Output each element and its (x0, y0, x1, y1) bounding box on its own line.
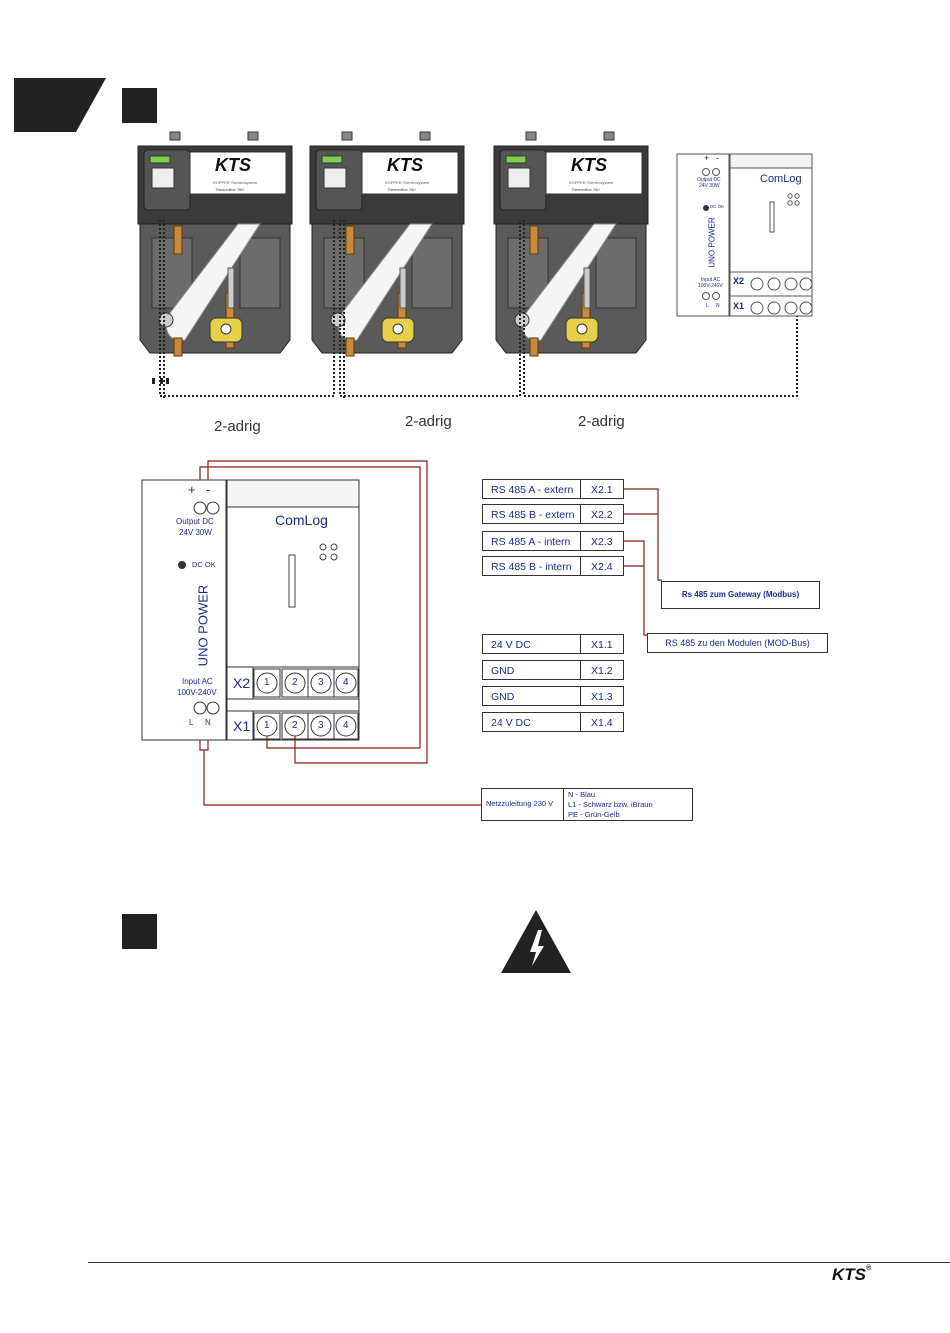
minus-label: - (206, 482, 211, 497)
power-terminal: X1.4 (591, 717, 613, 729)
module-1-subtitle: KOPPER Thermosystem (213, 180, 258, 185)
power-signal: GND (491, 691, 515, 703)
rs485-signal: RS 485 A - intern (491, 536, 571, 548)
section-a-tab (14, 78, 106, 132)
x2-label: X2 (233, 675, 251, 691)
power-row (482, 686, 624, 706)
small-output-rating: 24V 30W (699, 183, 720, 189)
power-signal: 24 V DC (491, 639, 531, 651)
power-signal: GND (491, 665, 515, 677)
module-1-model: ThermoBox 760 (215, 187, 244, 192)
power-row (482, 634, 624, 654)
rs485-row (482, 531, 624, 551)
module-2-model: ThermoBox 760 (387, 187, 416, 192)
rs485-signal: RS 485 B - intern (491, 561, 572, 573)
footer-rule (88, 1262, 950, 1263)
rs485-signal: RS 485 A - extern (491, 484, 574, 496)
mains-n: N - Blau (568, 790, 596, 799)
module-2-brand: KTS (387, 155, 423, 175)
small-input-rating: 100V-240V (698, 283, 723, 289)
rs485-terminal: X2.4 (591, 561, 613, 573)
warning-icon (500, 910, 572, 974)
small-output-label: Output DC (697, 177, 721, 183)
small-x2: X2 (733, 276, 745, 286)
small-plus: + (704, 153, 710, 163)
rs485-terminal: X2.1 (591, 484, 613, 496)
small-uno-power: UNO POWER (707, 217, 717, 268)
rs485-row (482, 556, 624, 576)
module-2-subtitle: KOPPER Thermosystem (385, 180, 430, 185)
footer-reg: ® (866, 1265, 872, 1272)
x1-terminal-3: 3 (318, 720, 324, 731)
modules-note: RS 485 zu den Modulen (MOD-Bus) (647, 633, 828, 653)
uno-power-label: UNO POWER (195, 584, 211, 667)
small-dc-ok: DC OK (710, 204, 725, 209)
rs485-row (482, 479, 624, 499)
input-ac-label: Input AC (182, 677, 213, 686)
small-comlog-name: ComLog (760, 173, 802, 185)
rs485-signal: RS 485 B - extern (491, 509, 575, 521)
small-input-label: Input AC (701, 277, 721, 283)
small-minus: - (716, 153, 719, 163)
mains-divider (563, 789, 564, 820)
power-row (482, 712, 624, 732)
rs485-terminal: X2.3 (591, 536, 613, 548)
mains-box (481, 788, 693, 821)
module-3-model: ThermoBox 760 (571, 187, 600, 192)
mains-l1: L1 - Schwarz bzw. iBraun (568, 800, 653, 809)
mains-pe: PE - Grün-Gelb (568, 810, 620, 819)
x1-terminal-2: 2 (292, 720, 298, 731)
power-terminal: X1.3 (591, 691, 613, 703)
footer-logo-text: KTS (832, 1265, 866, 1284)
small-l: L (706, 303, 709, 309)
plus-label: + (188, 482, 196, 497)
x1-terminal-4: 4 (343, 720, 349, 731)
n-label: N (205, 718, 211, 727)
power-terminal: X1.2 (591, 665, 613, 677)
small-n: N (716, 303, 720, 309)
l-label: L (189, 718, 194, 727)
module-3-brand: KTS (571, 155, 607, 175)
rs485-terminal: X2.2 (591, 509, 613, 521)
x1-label: X1 (233, 718, 251, 734)
comlog-name: ComLog (275, 512, 328, 528)
footer-logo (832, 1265, 871, 1285)
x2-terminal-1: 1 (264, 677, 270, 688)
wire-label-3: 2-adrig (578, 413, 625, 430)
input-rating-label: 100V-240V (177, 688, 217, 697)
output-rating-label: 24V 30W (179, 528, 212, 537)
wire-label-1: 2-adrig (214, 418, 261, 435)
power-terminal: X1.1 (591, 639, 613, 651)
module-1-brand: KTS (215, 155, 251, 175)
small-x1: X1 (733, 301, 745, 311)
output-dc-label: Output DC (176, 517, 214, 526)
power-row (482, 660, 624, 680)
x2-terminal-3: 3 (318, 677, 324, 688)
power-signal: 24 V DC (491, 717, 531, 729)
wire-label-2: 2-adrig (405, 413, 452, 430)
section-a-marker (122, 88, 157, 123)
x1-terminal-1: 1 (264, 720, 270, 731)
mains-label: Netzzuleitung 230 V (486, 799, 554, 808)
dc-ok-label: DC OK (192, 560, 216, 569)
gateway-note: Rs 485 zum Gateway (Modbus) (661, 581, 820, 609)
module-3-subtitle: KOPPER Thermosystem (569, 180, 614, 185)
x2-terminal-4: 4 (343, 677, 349, 688)
tab-shape-icon (14, 78, 106, 132)
x2-terminal-2: 2 (292, 677, 298, 688)
section-b-marker (122, 914, 157, 949)
rs485-row (482, 504, 624, 524)
